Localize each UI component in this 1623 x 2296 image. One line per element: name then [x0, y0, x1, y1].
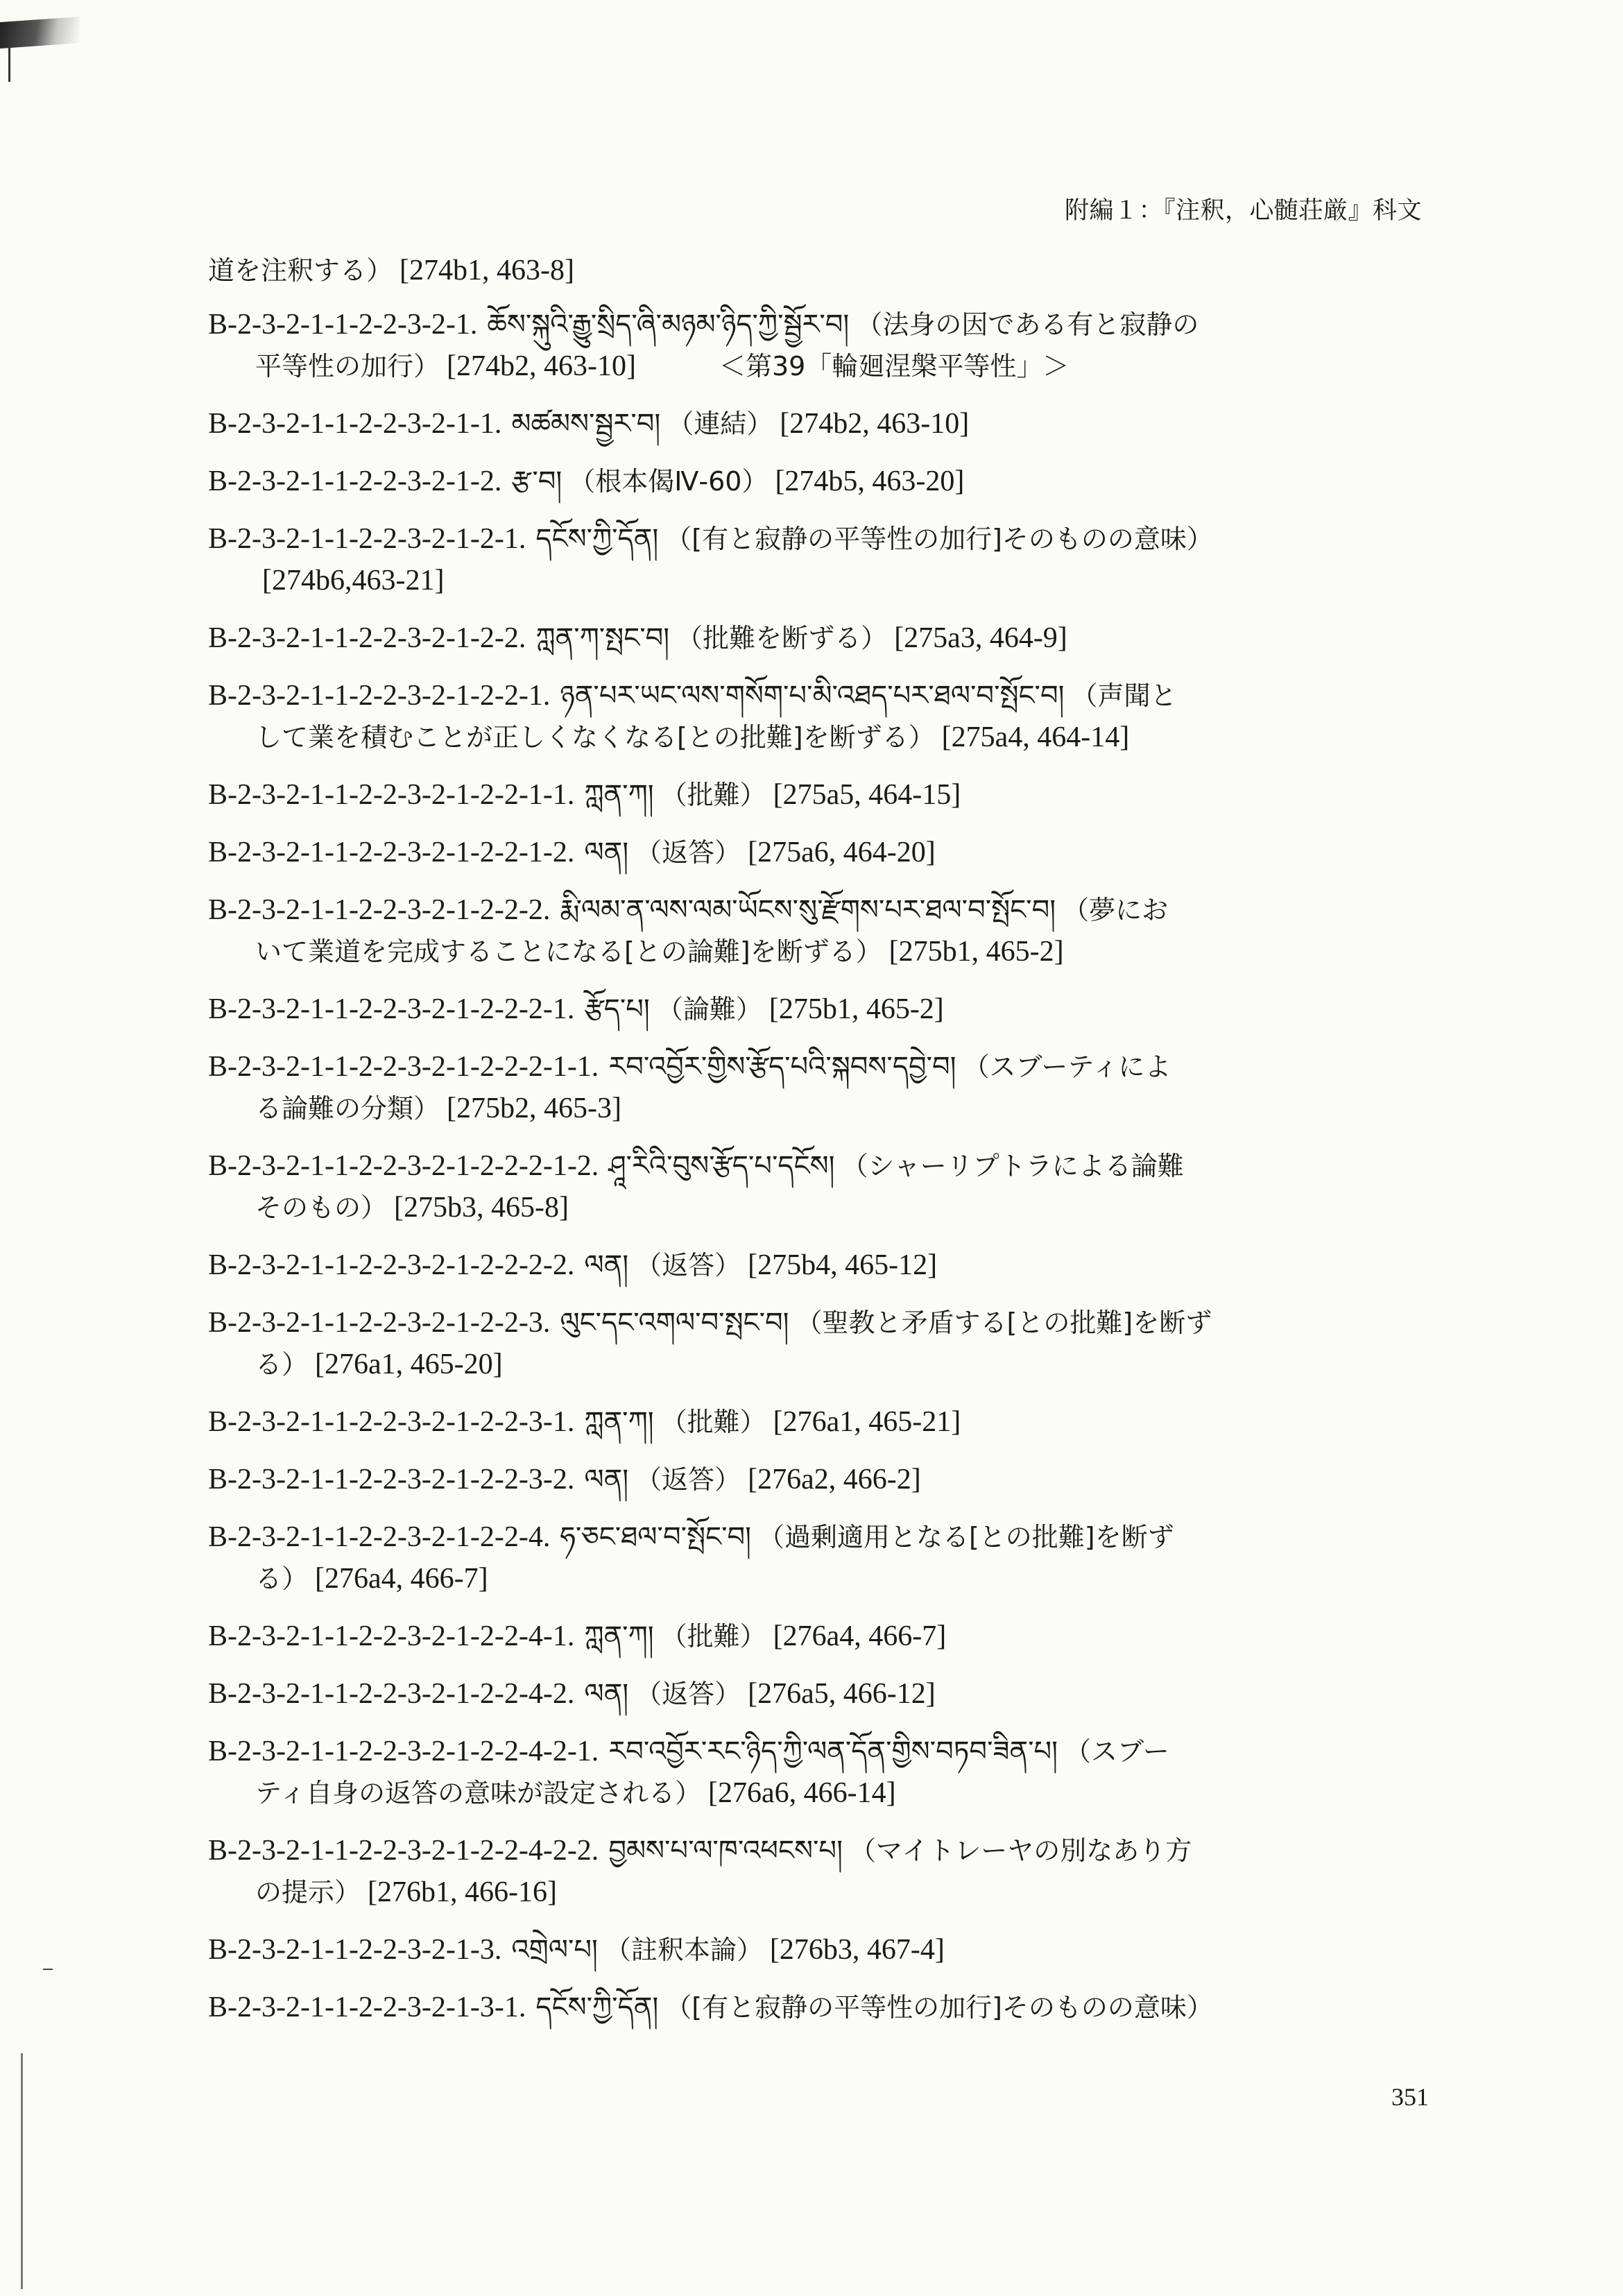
page-number: 351 — [1391, 2083, 1429, 2111]
entry-code: B-2-3-2-1-1-2-2-3-2-1-2-2-3-1. — [208, 1406, 575, 1438]
entry-continuation-line — [208, 1187, 1429, 1228]
outline-entry — [208, 403, 1429, 445]
entry-code: B-2-3-2-1-1-2-2-3-2-1-2. — [208, 465, 502, 497]
entry-japanese-gloss-cont: の提示） — [255, 1877, 361, 1908]
entry-japanese-gloss: （註釈本論） — [604, 1935, 763, 1965]
outline-entry — [208, 774, 1429, 816]
entry-folio-ref: [274b6,463-21] — [262, 565, 445, 597]
entry-japanese-gloss: （批難） — [660, 1621, 766, 1652]
outline-entry — [208, 1731, 1429, 1814]
entry-code: B-2-3-2-1-1-2-2-3-2-1-2-2-3-2. — [208, 1464, 575, 1496]
outline-entry — [208, 1046, 1429, 1129]
entry-folio-ref: [276a5, 466-12] — [748, 1678, 936, 1710]
entry-japanese-gloss: （聖教と矛盾する[との批難]を断ず — [796, 1308, 1212, 1338]
entry-japanese-gloss: （スブー — [1065, 1736, 1169, 1767]
entry-code: B-2-3-2-1-1-2-2-3-2-1-2-2-3. — [208, 1307, 551, 1339]
entry-code: B-2-3-2-1-1-2-2-3-2-1-2-2-2-1-1. — [208, 1051, 599, 1083]
entry-folio-ref: [275b3, 465-8] — [394, 1192, 569, 1224]
entry-japanese-gloss-cont: して業を積むことが正しくなくなる[との批難]を断ずる） — [255, 722, 935, 753]
entry-folio-ref: [276b3, 467-4] — [769, 1934, 945, 1966]
entry-folio-ref: [276a6, 466-14] — [707, 1777, 896, 1809]
entry-code: B-2-3-2-1-1-2-2-3-2-1-3. — [208, 1934, 502, 1966]
outline-entry — [208, 1459, 1429, 1500]
outline-entry — [208, 1244, 1429, 1286]
entry-japanese-gloss: （返答） — [635, 1464, 741, 1495]
entry-japanese-gloss: （論難） — [656, 994, 762, 1025]
entry-japanese-gloss: （根本偈Ⅳ-60） — [569, 466, 768, 497]
entry-folio-ref: [274b1, 463-8] — [400, 255, 574, 286]
entry-code: B-2-3-2-1-1-2-2-3-2-1-2-2-2-1-2. — [208, 1150, 599, 1182]
outline-entry — [208, 1830, 1429, 1913]
entry-tibetan-title: ཀླན་ཀ་སྤང་བ། — [535, 622, 670, 654]
entry-tibetan-title: བྱམས་པ་ལ་ཁ་འཕངས་པ། — [608, 1835, 843, 1867]
entry-code: B-2-3-2-1-1-2-2-3-2-1-2-1. — [208, 523, 526, 555]
entry-code: B-2-3-2-1-1-2-2-3-2-1-2-2-1-2. — [208, 837, 575, 868]
entry-folio-ref: [276b1, 466-16] — [368, 1876, 557, 1908]
entry-tibetan-title: འགྲེལ་པ། — [511, 1934, 598, 1966]
entry-japanese-gloss: （法身の因である有と寂静の — [856, 309, 1199, 340]
entry-folio-ref: [276a1, 465-20] — [315, 1348, 503, 1380]
entry-folio-ref: [276a1, 465-21] — [773, 1406, 961, 1438]
outline-list — [208, 250, 1429, 2044]
entry-folio-ref: [275a3, 464-9] — [894, 622, 1067, 654]
entry-japanese-gloss: （批難） — [660, 1407, 766, 1437]
entry-tibetan-title: རབ་འབྱོར་གྱིས་རྩོད་པའི་སྐབས་དབྱེ་བ། — [608, 1051, 956, 1083]
entry-folio-ref: [275a5, 464-15] — [773, 779, 961, 811]
entry-tibetan-title: དངོས་ཀྱི་དོན། — [535, 523, 659, 555]
entry-code: B-2-3-2-1-1-2-2-3-2-1-2-2-2. — [208, 894, 551, 926]
scan-edge-mark — [8, 42, 10, 82]
entry-tibetan-title: རྩོད་པ། — [584, 993, 650, 1025]
entry-tibetan-title: ཀླན་ཀ། — [584, 1406, 654, 1438]
entry-tibetan-title: མཚམས་སྦྱར་བ། — [511, 408, 661, 440]
entry-japanese-gloss: （連結） — [667, 409, 773, 439]
entry-folio-ref: [275b2, 465-3] — [447, 1093, 621, 1124]
entry-code: B-2-3-2-1-1-2-2-3-2-1-2-2-4. — [208, 1521, 551, 1553]
entry-continuation-line — [208, 1558, 1429, 1600]
entry-code: B-2-3-2-1-1-2-2-3-2-1-3-1. — [208, 1991, 526, 2023]
outline-entry — [208, 1616, 1429, 1657]
entry-tibetan-title: ཧ་ཅང་ཐལ་བ་སྤོང་བ། — [560, 1521, 751, 1553]
entry-folio-ref: [276a4, 466-7] — [315, 1563, 488, 1595]
entry-code: B-2-3-2-1-1-2-2-3-2-1-1. — [208, 408, 502, 440]
entry-continuation-line — [208, 1344, 1429, 1385]
outline-entry — [208, 250, 1429, 291]
entry-japanese-gloss: （返答） — [635, 1250, 741, 1280]
entry-tibetan-title: རྨི་ལམ་ན་ལས་ལམ་ཡོངས་སུ་རྫོགས་པར་ཐལ་བ་སྤོང་བ། — [560, 894, 1056, 926]
entry-japanese-gloss-cont: る論難の分類） — [255, 1093, 440, 1124]
outline-entry — [208, 889, 1429, 973]
entry-folio-ref: [274b2, 463-10] — [780, 408, 970, 440]
entry-folio-ref: [276a2, 466-2] — [748, 1464, 921, 1496]
entry-continuation-line — [208, 345, 1429, 387]
entry-code: B-2-3-2-1-1-2-2-3-2-1-2-2-2-2. — [208, 1249, 575, 1281]
outline-entry — [208, 1673, 1429, 1715]
entry-tibetan-title: ལན། — [584, 1678, 629, 1710]
entry-folio-ref: [275b1, 465-2] — [768, 993, 944, 1025]
entry-folio-ref: [275a4, 464-14] — [941, 721, 1130, 753]
entry-folio-ref: [275b1, 465-2] — [888, 936, 1064, 968]
entry-tibetan-title: ལན། — [584, 837, 629, 868]
scan-corner-mark — [0, 17, 80, 49]
entry-japanese-gloss: （[有と寂静の平等性の加行]そのものの意味） — [665, 524, 1213, 554]
entry-folio-ref: [275a6, 464-20] — [748, 837, 936, 868]
outline-entry — [208, 1145, 1429, 1228]
entry-japanese-gloss: （過剰適用となる[との批難]を断ず — [757, 1522, 1174, 1552]
entry-folio-ref: [274b2, 463-10] — [447, 350, 636, 382]
outline-entry — [208, 832, 1429, 873]
entry-tibetan-title: ཆོས་སྐུའི་རྒྱུ་སྲིད་ཞི་མཉམ་ཉིད་ཀྱི་སྦྱོར་བ། — [487, 309, 850, 341]
outline-entry — [208, 1929, 1429, 1971]
entry-continuation-line — [208, 717, 1429, 758]
entry-folio-ref: [274b5, 463-20] — [775, 465, 965, 497]
entry-japanese-gloss-cont: そのもの） — [255, 1192, 388, 1223]
entry-japanese-gloss: （[有と寂静の平等性の加行]そのものの意味） — [665, 1992, 1213, 2023]
entry-japanese-gloss-cont: いて業道を完成することになる[との論難]を断ずる） — [255, 936, 882, 967]
entry-japanese-gloss: （返答） — [635, 837, 741, 868]
entry-japanese-gloss: （返答） — [635, 1679, 741, 1709]
entry-tibetan-title: ཀླན་ཀ། — [584, 779, 654, 811]
entry-continuation-line — [208, 1088, 1429, 1129]
outline-entry — [208, 461, 1429, 502]
entry-continuation-line — [208, 1871, 1429, 1913]
entry-japanese-gloss-cont: ティ自身の返答の意味が設定される） — [255, 1778, 701, 1808]
outline-entry — [208, 518, 1429, 601]
entry-code: B-2-3-2-1-1-2-2-3-2-1-2-2-4-1. — [208, 1620, 575, 1652]
outline-entry — [208, 675, 1429, 758]
entry-tibetan-title: ལུང་དང་འགལ་བ་སྤང་བ། — [560, 1307, 789, 1339]
entry-tibetan-title: ལན། — [584, 1249, 629, 1281]
outline-entry — [208, 1987, 1429, 2028]
entry-tibetan-title: ཉན་པར་ཡང་ལས་གསོག་པ་མི་འཐད་པར་ཐལ་བ་སྤོང་བ། — [560, 680, 1065, 712]
scan-stray-mark — [43, 1969, 53, 1970]
entry-tibetan-title: ལན། — [584, 1464, 629, 1496]
entry-tibetan-title: ཀླན་ཀ། — [584, 1620, 654, 1652]
entry-code: B-2-3-2-1-1-2-2-3-2-1-2-2-4-2-1. — [208, 1736, 599, 1767]
entry-section-note: ＜第39「輪廻涅槃平等性」＞ — [719, 351, 1070, 382]
outline-entry — [208, 1302, 1429, 1385]
scan-binding-line — [21, 2053, 23, 2289]
entry-japanese-gloss: （声聞と — [1071, 680, 1177, 711]
running-head: 附編１：『注釈，心髄荘厳』科文 — [1064, 197, 1422, 224]
entry-japanese-gloss: （スブーティによ — [963, 1052, 1171, 1082]
entry-japanese-gloss: （批難） — [660, 780, 766, 810]
entry-tibetan-title: རྩ་བ། — [511, 465, 563, 497]
entry-japanese-gloss: （夢にお — [1063, 895, 1169, 925]
entry-tibetan-title: དངོས་ཀྱི་དོན། — [535, 1991, 659, 2023]
entry-continuation-line — [208, 931, 1429, 973]
entry-japanese-gloss-cont: る） — [255, 1349, 309, 1380]
entry-japanese-gloss: 道を注釈する） — [208, 255, 393, 286]
entry-japanese-gloss-cont: 平等性の加行） — [255, 351, 440, 382]
entry-code: B-2-3-2-1-1-2-2-3-2-1. — [208, 309, 478, 341]
outline-entry — [208, 304, 1429, 387]
entry-continuation-line — [208, 560, 1429, 601]
entry-continuation-line — [208, 1772, 1429, 1814]
outline-entry — [208, 988, 1429, 1030]
entry-tibetan-title: རབ་འབྱོར་རང་ཉིད་ཀྱི་ལན་དོན་གྱིས་བཏབ་ཟིན་པ། — [608, 1736, 1058, 1767]
entry-code: B-2-3-2-1-1-2-2-3-2-1-2-2. — [208, 622, 526, 654]
entry-japanese-gloss-cont: る） — [255, 1563, 309, 1594]
entry-japanese-gloss: （批難を断ずる） — [676, 623, 888, 653]
outline-entry — [208, 1401, 1429, 1443]
entry-code: B-2-3-2-1-1-2-2-3-2-1-2-2-4-2-2. — [208, 1835, 599, 1867]
entry-japanese-gloss: （シャーリプトラによる論難 — [841, 1151, 1184, 1181]
outline-entry — [208, 617, 1429, 659]
entry-folio-ref: [275b4, 465-12] — [748, 1249, 938, 1281]
entry-code: B-2-3-2-1-1-2-2-3-2-1-2-2-2-1. — [208, 993, 575, 1025]
entry-code: B-2-3-2-1-1-2-2-3-2-1-2-2-4-2. — [208, 1678, 575, 1710]
entry-tibetan-title: ཤཱ་རིའི་བུས་རྩོད་པ་དངོས། — [608, 1150, 835, 1182]
outline-entry — [208, 1516, 1429, 1600]
entry-folio-ref: [276a4, 466-7] — [773, 1620, 947, 1652]
entry-code: B-2-3-2-1-1-2-2-3-2-1-2-2-1. — [208, 680, 551, 712]
entry-japanese-gloss: （マイトレーヤの別なあり方 — [849, 1835, 1192, 1866]
entry-code: B-2-3-2-1-1-2-2-3-2-1-2-2-1-1. — [208, 779, 575, 811]
